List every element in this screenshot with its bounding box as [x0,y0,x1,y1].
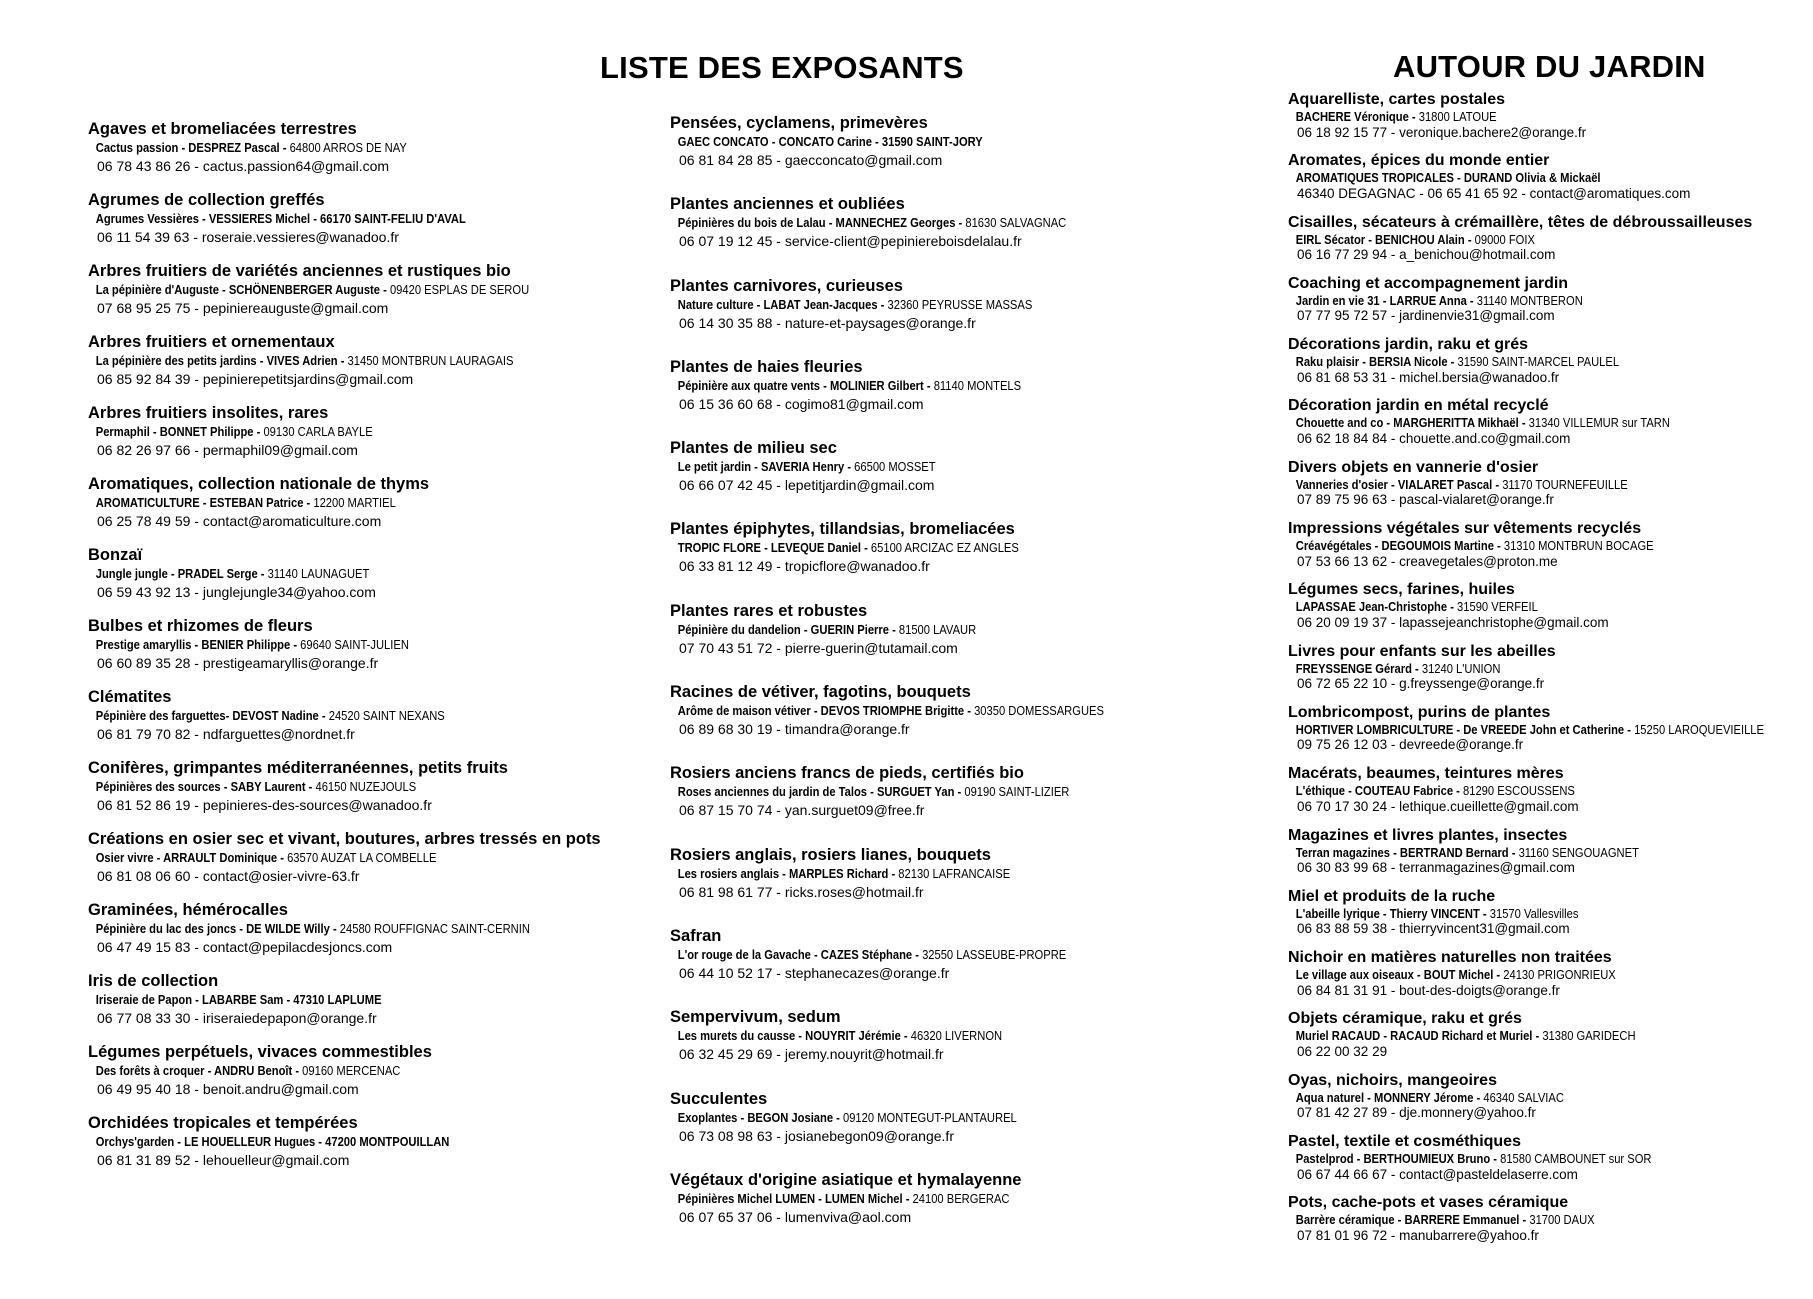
category-heading: Safran [670,926,722,945]
exhibitor-entry [88,545,648,616]
exhibitor-entry [670,926,1270,1007]
exhibitor-line [88,139,570,157]
exhibitor-entry [88,829,648,900]
exhibitor-contact: 06 59 43 92 13 - junglejungle34@yahoo.com [97,584,376,600]
exhibitor-location: 32360 PEYRUSSE MASSAS [884,296,1033,312]
exhibitor-location: 31160 SENGOUAGNET [1515,844,1639,860]
exhibitor-location: 31380 GARIDECH [1539,1028,1636,1044]
exhibitor-entry [1288,1072,1808,1133]
exhibitor-name: Pépinières du bois de Lalau - MANNECHEZ Georges - [677,215,963,231]
exhibitor-line [88,849,570,867]
category-heading: Agrumes de collection greffés [88,191,325,209]
exhibitor-contact: 07 77 95 72 57 - jardinenvie31@gmail.com [1297,308,1555,324]
exhibitor-contact: 06 62 18 84 84 - chouette.and.co@gmail.com [1297,430,1571,446]
exhibitor-entry [88,971,648,1042]
exhibitor-contact: 06 32 45 29 69 - jeremy.nouyrit@hotmail.fr [679,1046,944,1063]
category-heading: Arbres fruitiers insolites, rares [88,404,329,422]
exhibitor-contact: 06 18 92 15 77 - veronique.bachere2@orange.fr [1297,124,1587,140]
exhibitor-name: Agrumes Vessières - VESSIERES Michel - 66170 SAINT-FELIU D'AVAL [95,211,466,226]
category-heading: Aquarelliste, cartes postales [1288,91,1505,108]
exhibitor-entry [88,190,648,261]
exhibitor-line [1288,906,1735,922]
category-heading: Impressions végétales sur vêtements recyclés [1288,520,1642,538]
exhibitor-location: 65100 ARCIZAC EZ ANGLES [867,540,1019,556]
exhibitor-name: Pépinières des sources - SABY Laurent - [95,779,313,794]
exhibitor-location: 66500 MOSSET [851,459,936,475]
exhibitor-contact: 06 84 81 31 91 - bout-des-doigts@orange.fr [1297,982,1560,998]
exhibitor-line [670,621,1186,639]
exhibitor-name: Le petit jardin - SAVERIA Henry - [677,459,852,475]
category-heading: Plantes de haies fleuries [670,357,863,376]
exhibitor-contact: 06 81 31 89 52 - lehouelleur@gmail.com [97,1152,350,1168]
exhibitor-line [670,783,1186,801]
category-heading: Pensées, cyclamens, primevères [670,114,928,132]
exhibitor-entry [1288,275,1808,336]
exhibitor-location: 31800 LATOUE [1415,109,1497,124]
exhibitor-line [670,946,1186,964]
exhibitor-entry [1288,765,1808,826]
column-autour-du-jardin [1288,91,1808,1256]
exhibitor-contact: 06 16 77 29 94 - a_benichou@hotmail.com [1297,247,1556,263]
category-heading: Décorations jardin, raku et grés [1288,336,1529,354]
exhibitor-contact: 06 81 84 28 85 - gaecconcato@gmail.com [679,152,943,168]
category-heading: Créations en osier sec et vivant, boutures, arbres tressés en pots [88,830,601,848]
exhibitor-line [88,352,570,370]
exhibitor-contact: 07 68 95 25 75 - pepiniereauguste@gmail.com [97,300,389,316]
exhibitor-name: TROPIC FLORE - LEVEQUE Daniel - [677,540,868,556]
category-heading: Succulentes [670,1089,768,1108]
exhibitor-name: Permaphil - BONNET Philippe - [95,424,261,439]
exhibitor-entry [88,758,648,829]
category-heading: Rosiers anciens francs de pieds, certifiés bio [670,764,1024,783]
exhibitor-location: 09160 MERCENAC [299,1063,401,1078]
exhibitor-line [670,865,1186,883]
exhibitor-contact: 07 81 42 27 89 - dje.monnery@yahoo.fr [1297,1105,1536,1121]
exhibitor-name: L'éthique - COUTEAU Fabrice - [1295,783,1460,799]
exhibitor-entry [1288,1194,1808,1255]
exhibitor-entry [1288,581,1808,642]
exhibitor-location: 69640 SAINT-JULIEN [297,637,409,652]
exhibitor-line [1288,109,1735,125]
exhibitor-entry [1288,91,1808,152]
exhibitor-entry [670,276,1270,357]
exhibitor-location: 09130 CARLA BAYLE [260,424,373,439]
exhibitor-name: L'abeille lyrique - Thierry VINCENT - [1295,905,1487,921]
exhibitor-entry [1288,643,1808,704]
exhibitor-entry [670,601,1270,682]
exhibitor-contact: 06 14 30 35 88 - nature-et-paysages@orange.fr [679,314,976,331]
exhibitor-name: Les murets du causse - NOUYRIT Jérémie - [677,1028,908,1044]
category-heading: Plantes anciennes et oubliées [670,195,905,214]
exhibitor-line [88,778,570,796]
exhibitor-name: Iriseraie de Papon - LABARBE Sam - 47310 LAPLUME [95,992,382,1007]
exhibitor-line [88,565,570,583]
exhibitor-location: 09000 FOIX [1471,231,1535,247]
category-heading: Plantes épiphytes, tillandsias, bromeliacées [670,520,1015,539]
exhibitor-location: 15250 LAROQUEVIEILLE [1630,721,1764,737]
exhibitor-name: Prestige amaryllis - BENIER Philippe - [95,637,298,652]
exhibitor-line [1288,967,1735,983]
exhibitor-location: 31590 SAINT-MARCEL PAULEL [1454,354,1620,370]
exhibitor-entry [88,1042,648,1113]
category-heading: Décoration jardin en métal recyclé [1288,397,1549,415]
exhibitor-entry [1288,949,1808,1010]
category-heading: Divers objets en vannerie d'osier [1288,458,1539,476]
exhibitor-line [1288,721,1764,738]
category-heading: Racines de vétiver, fagotins, bouquets [670,683,971,702]
exhibitor-line [670,1109,1186,1127]
exhibitor-entry [88,900,648,971]
exhibitor-contact: 06 81 52 86 19 - pepinieres-des-sources@wanadoo.fr [97,797,432,813]
exhibitor-contact: 06 11 54 39 63 - roseraie.vessieres@wanadoo.fr [97,229,399,245]
category-heading: Objets céramique, raku et grés [1288,1010,1522,1028]
category-heading: Légumes perpétuels, vivaces commestibles [88,1043,432,1061]
exhibitor-contact: 06 77 08 33 30 - iriseraiedepapon@orange.fr [97,1010,377,1026]
exhibitor-contact: 06 25 78 49 59 - contact@aromaticulture.com [97,513,382,529]
exhibitor-location: 09420 ESPLAS DE SEROU [386,282,530,297]
exhibitor-line [1288,477,1735,493]
exhibitor-entry [1288,520,1808,581]
exhibitor-location: 31340 VILLEMUR sur TARN [1525,415,1670,431]
exhibitor-location: 31700 DAUX [1526,1212,1595,1228]
exhibitor-line [1288,1151,1735,1167]
exhibitor-name: Aqua naturel - MONNERY Jérome - [1295,1089,1481,1105]
exhibitor-name: Muriel RACAUD - RACAUD Richard et Muriel - [1295,1028,1540,1044]
exhibitor-contact: 06 22 00 32 29 [1297,1043,1388,1059]
exhibitor-line [1288,783,1735,799]
exhibitor-contact: 06 73 08 98 63 - josianebegon09@orange.fr [679,1127,954,1144]
exhibitor-entry [670,763,1270,844]
exhibitor-name: Chouette and co - MARGHERITTA Mikhaël - [1295,415,1526,431]
exhibitor-contact: 06 67 44 66 67 - contact@pasteldelaserre.com [1297,1166,1578,1182]
exhibitor-line [88,920,570,938]
category-heading: Miel et produits de la ruche [1288,887,1496,905]
exhibitor-entry [1288,1010,1808,1071]
exhibitor-name: Le village aux oiseaux - BOUT Michel - [1295,967,1501,983]
exhibitor-location: 24520 SAINT NEXANS [325,708,445,723]
category-heading: Conifères, grimpantes méditerranéennes, petits fruits [88,759,508,777]
exhibitor-name: Créavégétales - DEGOUMOIS Martine - [1295,538,1501,554]
exhibitor-location: 31450 MONTBRUN LAURAGAIS [344,353,514,368]
category-heading: Clématites [88,688,172,706]
exhibitor-name: LAPASSAE Jean-Christophe - [1295,599,1454,615]
exhibitor-line [1288,170,1735,186]
category-heading: Rosiers anglais, rosiers lianes, bouquets [670,845,991,864]
exhibitor-name: Osier vivre - ARRAULT Dominique - [95,850,284,865]
exhibitor-name: Pastelprod - BERTHOUMIEUX Bruno - [1295,1151,1497,1167]
exhibitor-location: 81290 ESCOUSSENS [1459,783,1575,799]
exhibitor-contact: 06 81 08 06 60 - contact@osier-vivre-63.fr [97,868,360,884]
exhibitor-contact: 06 07 65 37 06 - lumenviva@aol.com [679,1208,912,1225]
exhibitor-location: 31140 MONTBERON [1473,292,1583,308]
category-heading: Arbres fruitiers de variétés anciennes et rustiques bio [88,262,511,280]
exhibitor-entry [88,1113,648,1184]
exhibitor-line [670,1190,1186,1208]
exhibitor-line [670,458,1186,476]
exhibitor-location: 81500 LAVAUR [895,621,977,637]
exhibitor-name: Jardin en vie 31 - LARRUE Anna - [1295,292,1474,308]
exhibitor-location: 46320 LIVERNON [907,1028,1003,1044]
exhibitor-contact: 06 49 95 40 18 - benoit.andru@gmail.com [97,1081,359,1097]
category-heading: Cisailles, sécateurs à crémaillère, têtes de débroussailleuses [1288,213,1753,231]
exhibitor-name: HORTIVER LOMBRICULTURE - De VREEDE John et Catherine - [1295,721,1631,737]
exhibitor-contact: 06 47 49 15 83 - contact@pepilacdesjoncs.com [97,939,393,955]
exhibitor-location: 30350 DOMESSARGUES [970,703,1104,719]
category-heading: Sempervivum, sedum [670,1008,841,1027]
exhibitor-entry [88,261,648,332]
exhibitor-location: 24580 ROUFFIGNAC SAINT-CERNIN [336,921,530,936]
exhibitor-entry [1288,888,1808,949]
exhibitor-name: Terran magazines - BERTRAND Bernard - [1295,844,1516,860]
exhibitor-contact: 07 53 66 13 62 - creavegetales@proton.me [1297,553,1558,569]
column-exposants-p-v [670,113,1270,1251]
exhibitor-line [1288,1090,1735,1106]
exhibitor-entry [670,194,1270,275]
exhibitor-entry [670,438,1270,519]
category-heading: Aromates, épices du monde entier [1288,152,1550,170]
exhibitor-entry [1288,704,1808,765]
exhibitor-contact: 06 82 26 97 66 - permaphil09@gmail.com [97,442,358,458]
exhibitor-line [88,1133,570,1151]
exhibitor-location: 31310 MONTBRUN BOCAGE [1500,538,1654,554]
exhibitor-location: 31590 VERFEIL [1453,599,1538,615]
category-heading: Graminées, hémérocalles [88,901,288,919]
exhibitor-contact: 09 75 26 12 03 - devreede@orange.fr [1297,737,1524,753]
exhibitor-contact: 07 81 01 96 72 - manubarrere@yahoo.fr [1297,1227,1539,1243]
category-heading: Arbres fruitiers et ornementaux [88,333,335,351]
exhibitor-contact: 06 72 65 22 10 - g.freyssenge@orange.fr [1297,676,1545,692]
exhibitor-name: BACHERE Véronique - [1295,109,1416,124]
exhibitor-location: 82130 LAFRANCAISE [895,865,1011,881]
category-heading: Magazines et livres plantes, insectes [1288,826,1568,844]
exhibitor-contact: 06 20 09 19 37 - lapassejeanchristophe@gmail.com [1297,614,1609,630]
exhibitor-entry [670,519,1270,600]
exhibitor-contact: 06 66 07 42 45 - lepetitjardin@gmail.com [679,477,935,494]
exhibitor-entry [670,113,1270,194]
exhibitor-entry [1288,1133,1808,1194]
exhibitor-contact: 06 44 10 52 17 - stephanecazes@orange.fr [679,964,950,981]
exhibitor-line [88,423,570,441]
exhibitor-location: 31170 TOURNEFEUILLE [1499,476,1628,492]
exhibitor-line [88,636,570,654]
exhibitor-contact: 06 87 15 70 74 - yan.surguet09@free.fr [679,802,925,819]
exhibitor-name: Pépinière aux quatre vents - MOLINIER Gilbert - [677,377,931,393]
category-heading: Macérats, beaumes, teintures mères [1288,765,1564,783]
exhibitor-contact: 07 70 43 51 72 - pierre-guerin@tutamail.com [679,639,958,656]
category-heading: Lombricompost, purins de plantes [1288,703,1551,721]
exhibitor-contact: 06 81 68 53 31 - michel.bersia@wanadoo.fr [1297,369,1560,385]
exhibitor-name: Orchys'garden - LE HOUELLEUR Hugues - 47200 MONTPOUILLAN [95,1134,450,1149]
exhibitor-name: Pépinière du lac des joncs - DE WILDE Willy - [95,921,337,936]
category-heading: Plantes de milieu sec [670,439,837,458]
exhibitor-name: Raku plaisir - BERSIA Nicole - [1295,354,1455,370]
exhibitor-contact: 06 33 81 12 49 - tropicflore@wanadoo.fr [679,558,930,575]
exhibitor-line [670,214,1186,232]
category-heading: Pastel, textile et cosméthiques [1288,1133,1521,1151]
exhibitor-line [1288,232,1735,248]
exhibitor-line [1288,354,1735,370]
exhibitor-entry [1288,827,1808,888]
exhibitor-line [670,1027,1186,1045]
exhibitor-line [88,210,570,228]
category-heading: Légumes secs, farines, huiles [1288,581,1515,599]
exhibitor-location: 32550 LASSEUBE-PROPRE [918,946,1067,962]
exhibitor-line [670,377,1186,395]
exhibitor-entry [670,1170,1270,1251]
exhibitor-name: Roses anciennes du jardin de Talos - SURGUET Yan - [677,784,962,800]
exhibitor-location: 24130 PRIGONRIEUX [1500,967,1616,983]
exhibitor-name: GAEC CONCATO - CONCATO Carine - 31590 SAINT-JORY [677,134,983,149]
exhibitor-entry [88,332,648,403]
exhibitor-name: Pépinière du dandelion - GUERIN Pierre - [677,621,896,637]
exhibitor-contact: 06 70 17 30 24 - lethique.cueillette@gmail.com [1297,798,1579,814]
exhibitor-location: 09120 MONTEGUT-PLANTAUREL [839,1109,1017,1125]
exhibitor-location: 31570 Vallesvilles [1486,905,1579,921]
page-title-autour-du-jardin: AUTOUR DU JARDIN [1393,49,1706,84]
exhibitor-entry [670,1089,1270,1170]
category-heading: Agaves et bromeliacées terrestres [88,120,357,138]
exhibitor-contact: 06 07 19 12 45 - service-client@pepiniereboisdelalau.fr [679,233,1022,250]
category-heading: Aromatiques, collection nationale de thyms [88,475,430,493]
category-heading: Plantes rares et robustes [670,601,868,620]
exhibitor-line [670,133,1186,151]
exhibitor-entry [88,119,648,190]
exhibitor-entry [1288,459,1808,520]
category-heading: Oyas, nichoirs, mangeoires [1288,1071,1497,1089]
exhibitor-line [88,494,570,512]
exhibitor-line [88,281,570,299]
exhibitor-name: EIRL Sécator - BENICHOU Alain - [1295,231,1472,247]
exhibitor-contact: 06 30 83 99 68 - terranmagazines@gmail.com [1297,860,1575,876]
exhibitor-name: Des forêts à croquer - ANDRU Benoît - [95,1063,300,1078]
category-heading: Iris de collection [88,972,219,990]
exhibitor-name: Pépinières Michel LUMEN - LUMEN Michel - [677,1190,910,1206]
exhibitor-name: Jungle jungle - PRADEL Serge - [95,566,265,581]
exhibitor-contact: 46340 DEGAGNAC - 06 65 41 65 92 - contact@aromatiques.com [1297,185,1691,201]
exhibitor-entry [88,616,648,687]
exhibitor-entry [670,845,1270,926]
exhibitor-line [1288,415,1735,431]
exhibitor-line [88,991,570,1009]
exhibitor-name: Cactus passion - DESPREZ Pascal - [95,140,287,155]
exhibitor-entry [1288,214,1808,275]
exhibitor-entry [88,403,648,474]
exhibitor-location: 64800 ARROS DE NAY [286,140,407,155]
exhibitor-location: 24100 BERGERAC [909,1190,1010,1206]
exhibitor-line [1288,661,1735,677]
exhibitor-contact: 06 60 89 35 28 - prestigeamaryllis@orange.fr [97,655,379,671]
category-heading: Orchidées tropicales et tempérées [88,1114,358,1132]
exhibitor-name: Pépinière des farguettes- DEVOST Nadine - [95,708,326,723]
exhibitor-name: La pépinière d'Auguste - SCHÖNENBERGER Auguste - [95,282,387,297]
exhibitor-line [670,296,1186,314]
category-heading: Bonzaï [88,546,143,564]
exhibitor-name: Exoplantes - BEGON Josiane - [677,1109,840,1125]
exhibitor-name: Barrère céramique - BARRERE Emmanuel - [1295,1212,1527,1228]
exhibitor-line [1288,1028,1735,1044]
exhibitor-contact: 06 83 88 59 38 - thierryvincent31@gmail.com [1297,921,1570,937]
category-heading: Livres pour enfants sur les abeilles [1288,642,1556,660]
exhibitor-line [1288,845,1735,861]
exhibitor-name: Les rosiers anglais - MARPLES Richard - [677,865,896,881]
exhibitor-contact: 07 89 75 96 63 - pascal-vialaret@orange.fr [1297,492,1554,508]
exhibitor-name: Nature culture - LABAT Jean-Jacques - [677,296,885,312]
exhibitor-entry [670,1007,1270,1088]
exhibitor-line [1288,599,1735,615]
exhibitor-name: Arôme de maison vétiver - DEVOS TRIOMPHE Brigitte - [677,703,971,719]
exhibitor-entry [670,682,1270,763]
exhibitor-entry [88,687,648,758]
exhibitor-location: 81140 MONTELS [930,377,1022,393]
exhibitor-location: 63570 AUZAT LA COMBELLE [283,850,437,865]
category-heading: Nichoir en matières naturelles non traitées [1288,949,1612,967]
exhibitor-line [670,702,1186,720]
exhibitor-line [1288,1212,1735,1228]
exhibitor-location: 09190 SAINT-LIZIER [961,784,1070,800]
category-heading: Coaching et accompagnement jardin [1288,274,1569,292]
exhibitor-name: La pépinière des petits jardins - VIVES Adrien - [95,353,345,368]
page-title-exposants: LISTE DES EXPOSANTS [600,50,964,85]
category-heading: Pots, cache-pots et vases céramique [1288,1194,1569,1212]
exhibitor-entry [1288,397,1808,458]
exhibitor-name: L'or rouge de la Gavache - CAZES Stéphane - [677,946,919,962]
exhibitor-line [1288,538,1735,554]
exhibitor-line [88,1062,570,1080]
exhibitor-contact: 06 81 79 70 82 - ndfarguettes@nordnet.fr [97,726,355,742]
exhibitor-contact: 06 81 98 61 77 - ricks.roses@hotmail.fr [679,883,924,900]
exhibitor-entry [88,474,648,545]
exhibitor-line [88,707,570,725]
exhibitor-location: 81580 CAMBOUNET sur SOR [1496,1151,1652,1167]
exhibitor-entry [1288,336,1808,397]
exhibitor-entry [670,357,1270,438]
exhibitor-name: AROMATIQUES TROPICALES - DURAND Olivia & Mickaël [1295,170,1601,186]
category-heading: Végétaux d'origine asiatique et hymalayenne [670,1170,1022,1189]
column-exposants-a-o [88,119,648,1184]
exhibitor-name: Vanneries d'osier - VIALARET Pascal - [1295,476,1500,492]
exhibitor-location: 81630 SALVAGNAC [962,215,1067,231]
exhibitor-name: FREYSSENGE Gérard - [1295,660,1419,676]
exhibitor-contact: 06 89 68 30 19 - timandra@orange.fr [679,721,910,738]
exhibitor-entry [1288,152,1808,213]
exhibitor-name: AROMATICULTURE - ESTEBAN Patrice - [95,495,311,510]
exhibitor-location: 12200 MARTIEL [310,495,396,510]
exhibitor-contact: 06 15 36 60 68 - cogimo81@gmail.com [679,395,924,412]
exhibitor-contact: 06 78 43 86 26 - cactus.passion64@gmail.com [97,158,390,174]
exhibitor-line [670,539,1186,557]
exhibitor-contact: 06 85 92 84 39 - pepinierepetitsjardins@gmail.com [97,371,414,387]
exhibitor-location: 46340 SALVIAC [1480,1089,1564,1105]
category-heading: Plantes carnivores, curieuses [670,276,903,295]
exhibitor-location: 46150 NUZEJOULS [312,779,417,794]
exhibitor-location: 31140 LAUNAGUET [264,566,370,581]
category-heading: Bulbes et rhizomes de fleurs [88,617,313,635]
exhibitor-line [1288,293,1735,309]
exhibitor-location: 31240 L'UNION [1418,660,1501,676]
